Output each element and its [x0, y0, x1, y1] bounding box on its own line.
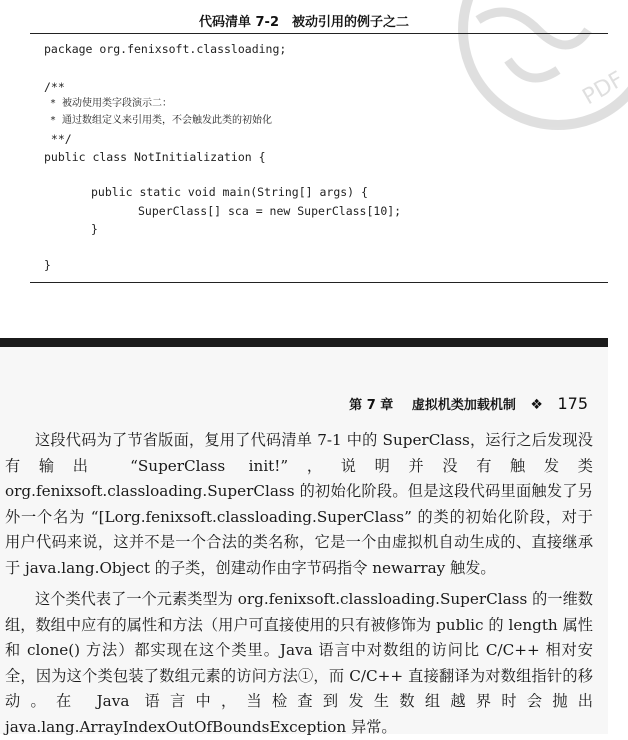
page-divider-band	[0, 338, 608, 347]
running-header	[0, 394, 588, 413]
code-line: * 通过数组定义来引用类，不会触发此类的初始化	[44, 114, 272, 128]
listing-bottom-rule	[30, 282, 608, 283]
code-line: package org.fenixsoft.classloading;	[44, 42, 286, 56]
code-line: SuperClass[] sca = new SuperClass[10];	[138, 204, 401, 218]
code-line: public static void main(String[] args) {	[91, 185, 368, 199]
chapter-title: 虚拟机类加载机制	[412, 398, 516, 413]
code-line: }	[91, 222, 98, 236]
book-page-top	[0, 0, 608, 338]
code-line: /**	[44, 80, 65, 94]
diamond-ornament-icon: ❖	[530, 397, 543, 413]
chapter-number: 第 7 章	[349, 398, 393, 413]
body-paragraph: 这段代码为了节省版面，复用了代码清单 7-1 中的 SuperClass，运行之后发现没有输出 “SuperClass init!”，说明并没有触发类 org.fenixsoft.classloading.SuperClass 的初始化阶段。但是这段代码里面触发了另外一个名为 “[Lorg.fenixsoft.classloading.SuperClass” 的类的初始化阶段，对于用户代码来说，这并不是一个合法的类名称，它是一个由虚拟机自动生成的、直接继承于 java.lang.Object 的子类，创建动作由字节码指令 newarray 触发。	[5, 428, 593, 581]
code-listing-title: 代码清单 7-2 被动引用的例子之二	[0, 11, 608, 30]
svg-text:PDF: PDF	[579, 67, 628, 110]
page-number: 175	[557, 394, 588, 413]
listing-top-rule	[30, 33, 608, 34]
code-line: * 被动使用类字段演示二：	[44, 97, 172, 111]
body-paragraph: 这个类代表了一个元素类型为 org.fenixsoft.classloading.SuperClass 的一维数组，数组中应有的属性和方法（用户可直接使用的只有被修饰为 public 的 length 属性和 clone() 方法）都实现在这个类里。Java 语言中对数组的访问比 C/C++ 相对安全，因为这个类包装了数组元素的访问方法①，而 C/C++ 直接翻译为对数组指针的移动。在 Java 语言中，当检查到发生数组越界时会抛出 java.lang.ArrayIndexOutOfBoundsException 异常。	[5, 587, 593, 740]
code-line: public class NotInitialization {	[44, 150, 266, 164]
code-line: }	[44, 258, 51, 272]
code-line: **/	[44, 132, 72, 146]
